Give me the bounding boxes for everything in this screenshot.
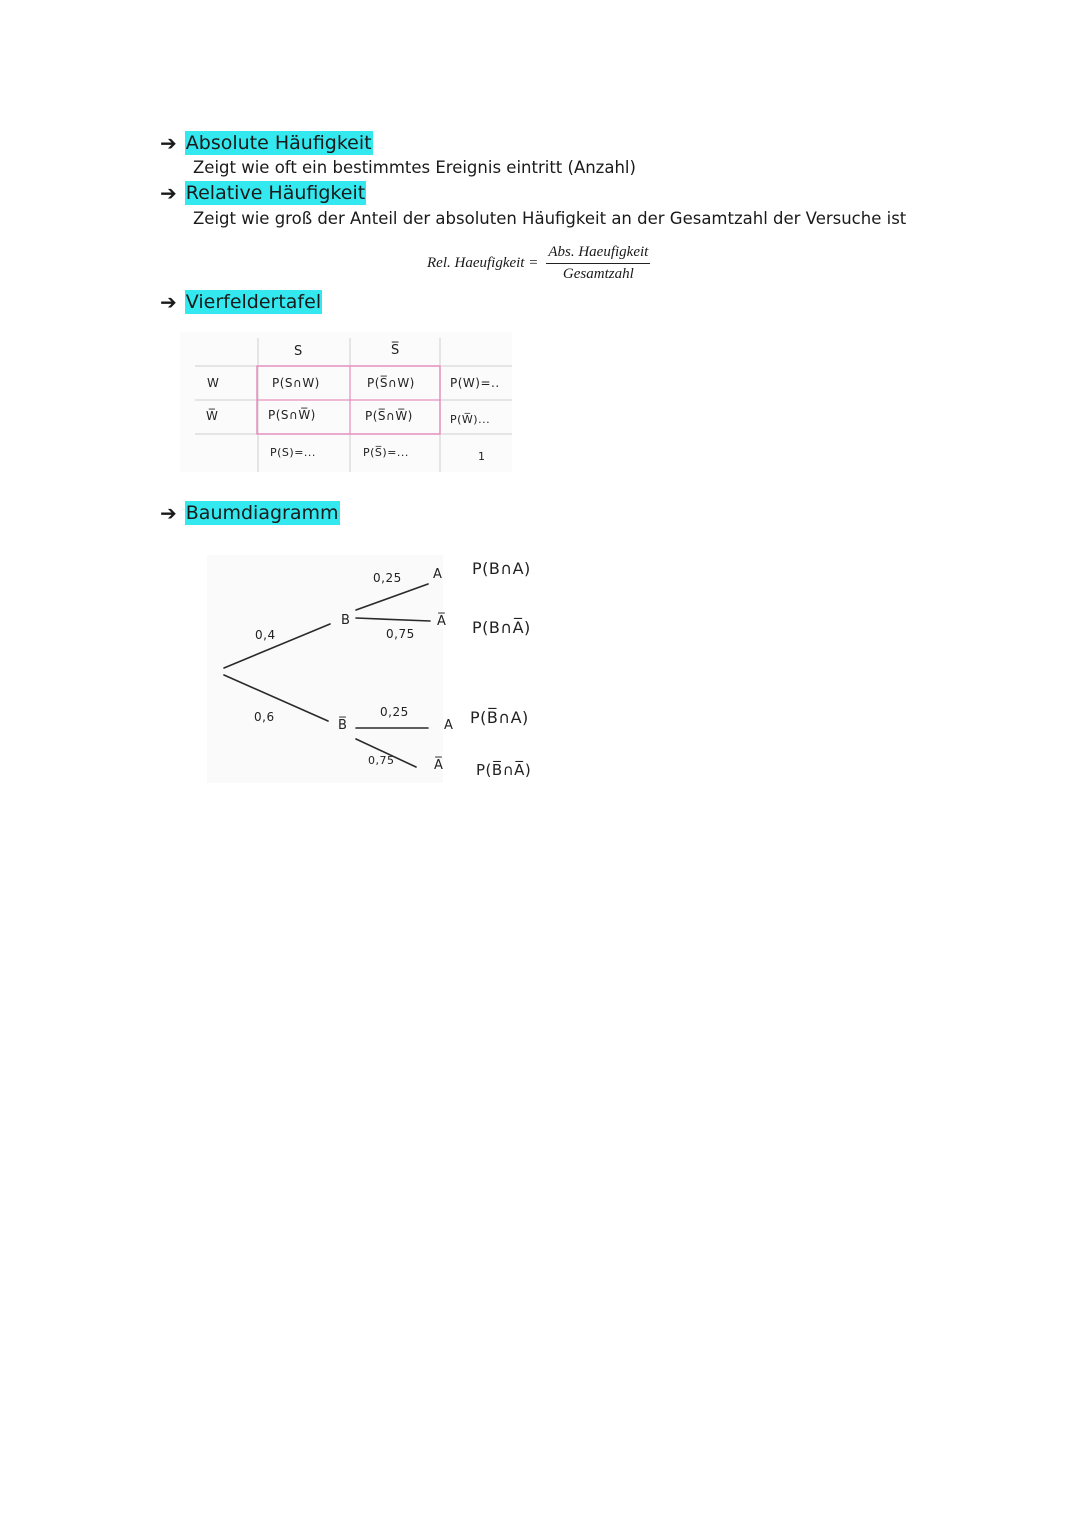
table-cell: P(W)=.. xyxy=(450,376,500,390)
table-total: 1 xyxy=(478,450,486,463)
tree-node-not-b: B̅ xyxy=(338,718,348,733)
table-cell: P(S∩W) xyxy=(272,376,320,390)
relative-description: Zeigt wie groß der Anteil der absoluten Häufigkeit an der Gesamtzahl der Versuche ist xyxy=(193,209,907,228)
arrow-right-icon: ➔ xyxy=(160,290,177,314)
heading-vierfeldertafel-label: Vierfeldertafel xyxy=(185,291,322,313)
tree-leaf-event: A xyxy=(444,718,454,733)
tree-result: P(B̅∩A̅) xyxy=(476,761,532,779)
absolute-description: Zeigt wie oft ein bestimmtes Ereignis eintritt (Anzahl) xyxy=(193,158,636,177)
formula-numerator: Abs. Haeufigkeit xyxy=(546,244,650,264)
formula-denominator: Gesamtzahl xyxy=(562,266,634,282)
table-cell: P(W̅)... xyxy=(450,413,491,426)
tree-result: P(B̅∩A) xyxy=(470,708,529,727)
table-cell: P(S̅∩W) xyxy=(367,376,415,390)
tree-prob-not-b: 0,6 xyxy=(254,710,275,724)
table-cell: P(S∩W̅) xyxy=(268,408,316,422)
tree-prob: 0,25 xyxy=(373,571,402,585)
tree-leaf-event: A xyxy=(433,567,443,582)
tree-prob: 0,75 xyxy=(368,754,395,767)
tree-prob-b: 0,4 xyxy=(255,628,276,642)
heading-absolute-label: Absolute Häufigkeit xyxy=(185,132,372,154)
tree-result: P(B∩A̅) xyxy=(472,618,531,637)
tree-prob: 0,25 xyxy=(380,705,409,719)
table-total: P(S̅)=... xyxy=(363,446,409,459)
tree-result: P(B∩A) xyxy=(472,559,531,578)
tree-prob: 0,75 xyxy=(386,627,415,641)
table-col-header-not-s: S̅ xyxy=(391,343,400,358)
tree-node-b: B xyxy=(341,613,351,628)
table-cell: P(S̅∩W̅) xyxy=(365,409,413,423)
heading-relative-label: Relative Häufigkeit xyxy=(185,182,366,204)
table-row-header-w: W xyxy=(207,376,220,390)
formula-lhs: Rel. Haeufigkeit = xyxy=(427,255,539,271)
tree-leaf-event: A̅ xyxy=(437,614,447,629)
arrow-right-icon: ➔ xyxy=(160,501,177,525)
table-col-header-s: S xyxy=(294,344,303,359)
heading-baumdiagramm-label: Baumdiagramm xyxy=(185,502,339,524)
arrow-right-icon: ➔ xyxy=(160,131,177,155)
tree-leaf-event: A̅ xyxy=(434,758,444,773)
table-total: P(S)=... xyxy=(270,446,316,459)
table-row-header-not-w: W̅ xyxy=(206,409,219,423)
arrow-right-icon: ➔ xyxy=(160,181,177,205)
